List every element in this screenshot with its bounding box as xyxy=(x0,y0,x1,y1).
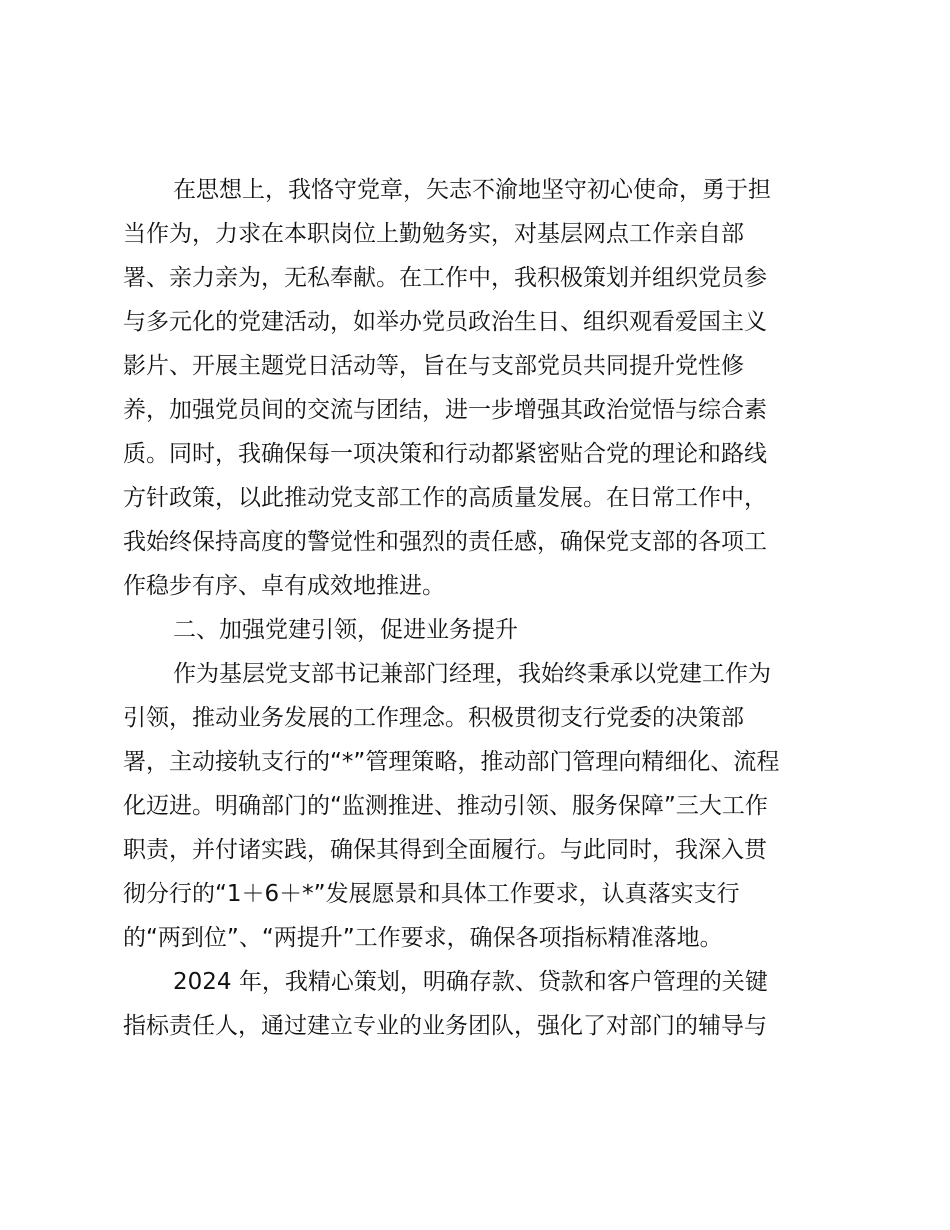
paragraph-1-line-5: 影片、开展主题党日活动等，旨在与支部党员共同提升党性修 xyxy=(123,353,744,379)
paragraph-1-line-1: 在思想上，我恪守党章，矢志不渝地坚守初心使命，勇于担 xyxy=(173,177,771,203)
paragraph-2-line-7: 的“两到位”、“两提升”工作要求，确保各项指标精准落地。 xyxy=(123,925,723,951)
paragraph-1-line-4: 与多元化的党建活动，如举办党员政治生日、组织观看爱国主义 xyxy=(123,309,767,335)
paragraph-1-line-2: 当作为，力求在本职岗位上勤勉务实，对基层网点工作亲自部 xyxy=(123,221,744,247)
paragraph-2-line-2: 引领，推动业务发展的工作理念。积极贯彻支行党委的决策部 xyxy=(123,705,744,731)
paragraph-2-line-1: 作为基层党支部书记兼部门经理，我始终秉承以党建工作为 xyxy=(173,661,771,687)
paragraph-1-line-8: 方针政策，以此推动党支部工作的高质量发展。在日常工作中， xyxy=(123,485,767,511)
paragraph-3-line-2: 指标责任人，通过建立专业的业务团队，强化了对部门的辅导与 xyxy=(123,1013,767,1039)
paragraph-1-line-6: 养，加强党员间的交流与团结，进一步增强其政治觉悟与综合素 xyxy=(123,397,767,423)
paragraph-1-line-9: 我始终保持高度的警觉性和强烈的责任感，确保党支部的各项工 xyxy=(123,529,767,555)
paragraph-1-line-10: 作稳步有序、卓有成效地推进。 xyxy=(123,573,445,599)
paragraph-3-line-1: 2024 年，我精心策划，明确存款、贷款和客户管理的关键 xyxy=(173,969,768,995)
paragraph-2-line-5: 职责，并付诸实践，确保其得到全面履行。与此同时，我深入贯 xyxy=(123,837,767,863)
paragraph-2-line-6: 彻分行的“1＋6＋*”发展愿景和具体工作要求，认真落实支行 xyxy=(123,881,740,907)
paragraph-2-line-4: 化迈进。明确部门的“监测推进、推动引领、服务保障”三大工作 xyxy=(123,793,768,819)
paragraph-1-line-7: 质。同时，我确保每一项决策和行动都紧密贴合党的理论和路线 xyxy=(123,441,767,467)
paragraph-2-line-3: 署，主动接轨支行的“*”管理策略，推动部门管理向精细化、流程 xyxy=(123,749,780,775)
paragraph-1-line-3: 署、亲力亲为，无私奉献。在工作中，我积极策划并组织党员参 xyxy=(123,265,767,291)
section-heading: 二、加强党建引领，促进业务提升 xyxy=(173,617,518,643)
